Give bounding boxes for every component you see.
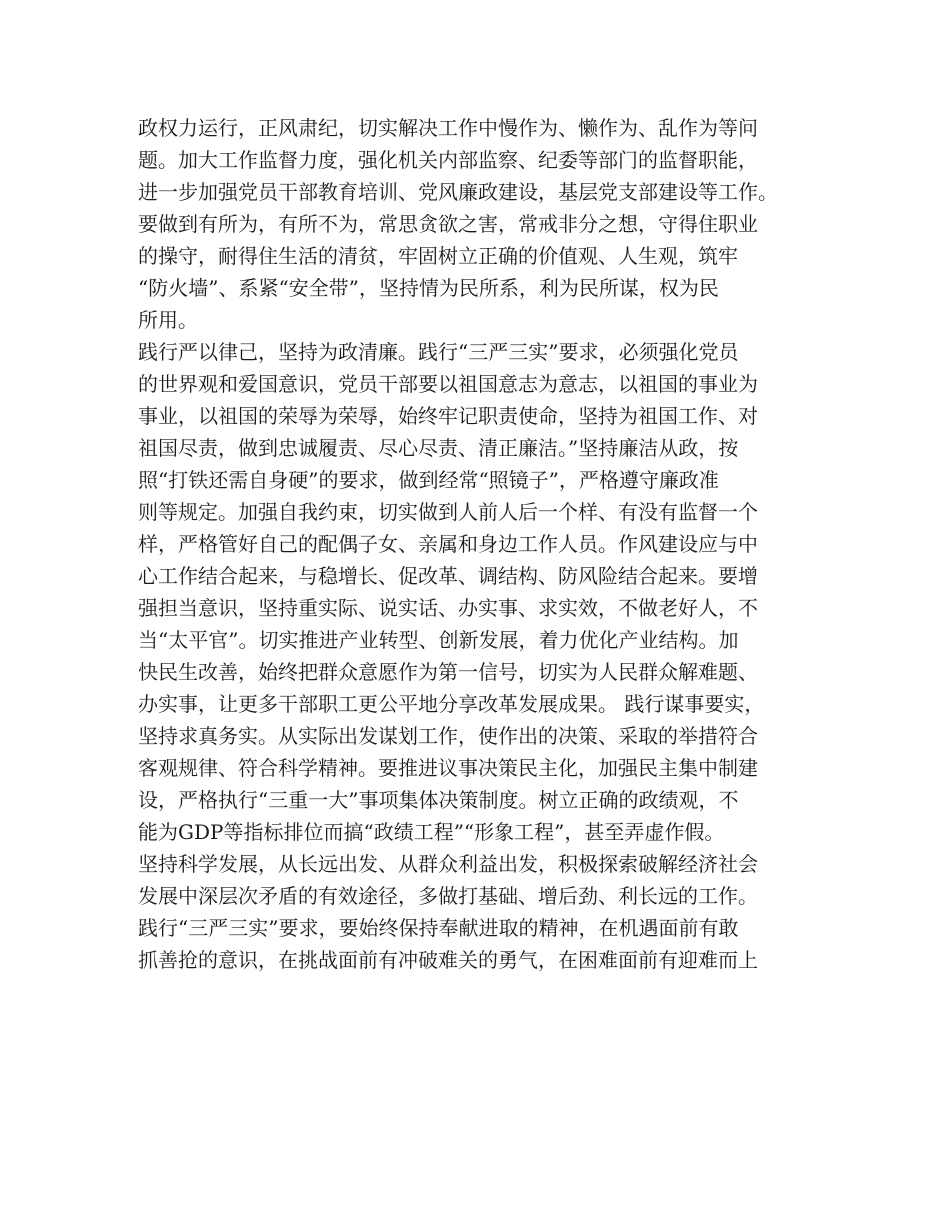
text-line: 的操守，耐得住生活的清贫，牢固树立正确的价值观、人生观，筑牢 <box>138 244 738 268</box>
text-line: 的世界观和爱国意识，党员干部要以祖国意志为意志，以祖国的事业为 <box>138 372 758 396</box>
text-line: 抓善抢的意识，在挑战面前有冲破难关的勇气，在困难面前有迎难而上 <box>138 948 758 972</box>
text-line: 样，严格管好自己的配偶子女、亲属和身边工作人员。作风建设应与中 <box>138 532 758 556</box>
text-line: 当“太平官”。切实推进产业转型、创新发展，着力优化产业结构。加 <box>138 628 739 652</box>
text-line: 政权力运行，正风肃纪，切实解决工作中慢作为、懒作为、乱作为等问 <box>138 116 758 140</box>
text-line: 要做到有所为，有所不为，常思贪欲之害，常戒非分之想，守得住职业 <box>138 212 758 236</box>
text-line: 进一步加强党员干部教育培训、党风廉政建设，基层党支部建设等工作。 <box>138 180 778 204</box>
text-line: 题。加大工作监督力度，强化机关内部监察、纪委等部门的监督职能， <box>138 148 758 172</box>
text-line: 坚持求真务实。从实际出发谋划工作，使作出的决策、采取的举措符合 <box>138 724 758 748</box>
text-line: 心工作结合起来，与稳增长、促改革、调结构、防风险结合起来。要增 <box>138 564 758 588</box>
text-line: 坚持科学发展，从长远出发、从群众利益出发，积极探索破解经济社会 <box>138 852 758 876</box>
text-line: “防火墙”、系紧“安全带”，坚持情为民所系，利为民所谋，权为民 <box>138 276 719 300</box>
text-line: 践行严以律己，坚持为政清廉。践行“三严三实”要求，必须强化党员 <box>138 340 739 364</box>
text-line: 则等规定。加强自我约束，切实做到人前人后一个样、有没有监督一个 <box>138 500 758 524</box>
text-line: 强担当意识，坚持重实际、说实话、办实事、求实效，不做老好人，不 <box>138 596 758 620</box>
text-line: 能为GDP等指标排位而搞“政绩工程”“形象工程”，甚至弄虚作假。 <box>138 820 725 844</box>
text-line: 照“打铁还需自身硬”的要求，做到经常“照镜子”，严格遵守廉政准 <box>138 468 719 492</box>
text-line: 快民生改善，始终把群众意愿作为第一信号，切实为人民群众解难题、 <box>138 660 758 684</box>
document-body <box>138 112 828 976</box>
text-line: 客观规律、符合科学精神。要推进议事决策民主化，加强民主集中制建 <box>138 756 758 780</box>
text-line: 办实事，让更多干部职工更公平地分享改革发展成果。 践行谋事要实， <box>138 692 765 716</box>
text-line: 发展中深层次矛盾的有效途径，多做打基础、增后劲、利长远的工作。 <box>138 884 758 908</box>
text-line: 事业，以祖国的荣辱为荣辱，始终牢记职责使命，坚持为祖国工作、对 <box>138 404 758 428</box>
text-line: 践行“三严三实”要求，要始终保持奉献进取的精神，在机遇面前有敢 <box>138 916 739 940</box>
text-line: 所用。 <box>138 308 198 332</box>
text-line: 设，严格执行“三重一大”事项集体决策制度。树立正确的政绩观，不 <box>138 788 739 812</box>
text-line: 祖国尽责，做到忠诚履责、尽心尽责、清正廉洁。”坚持廉洁从政，按 <box>138 436 739 460</box>
